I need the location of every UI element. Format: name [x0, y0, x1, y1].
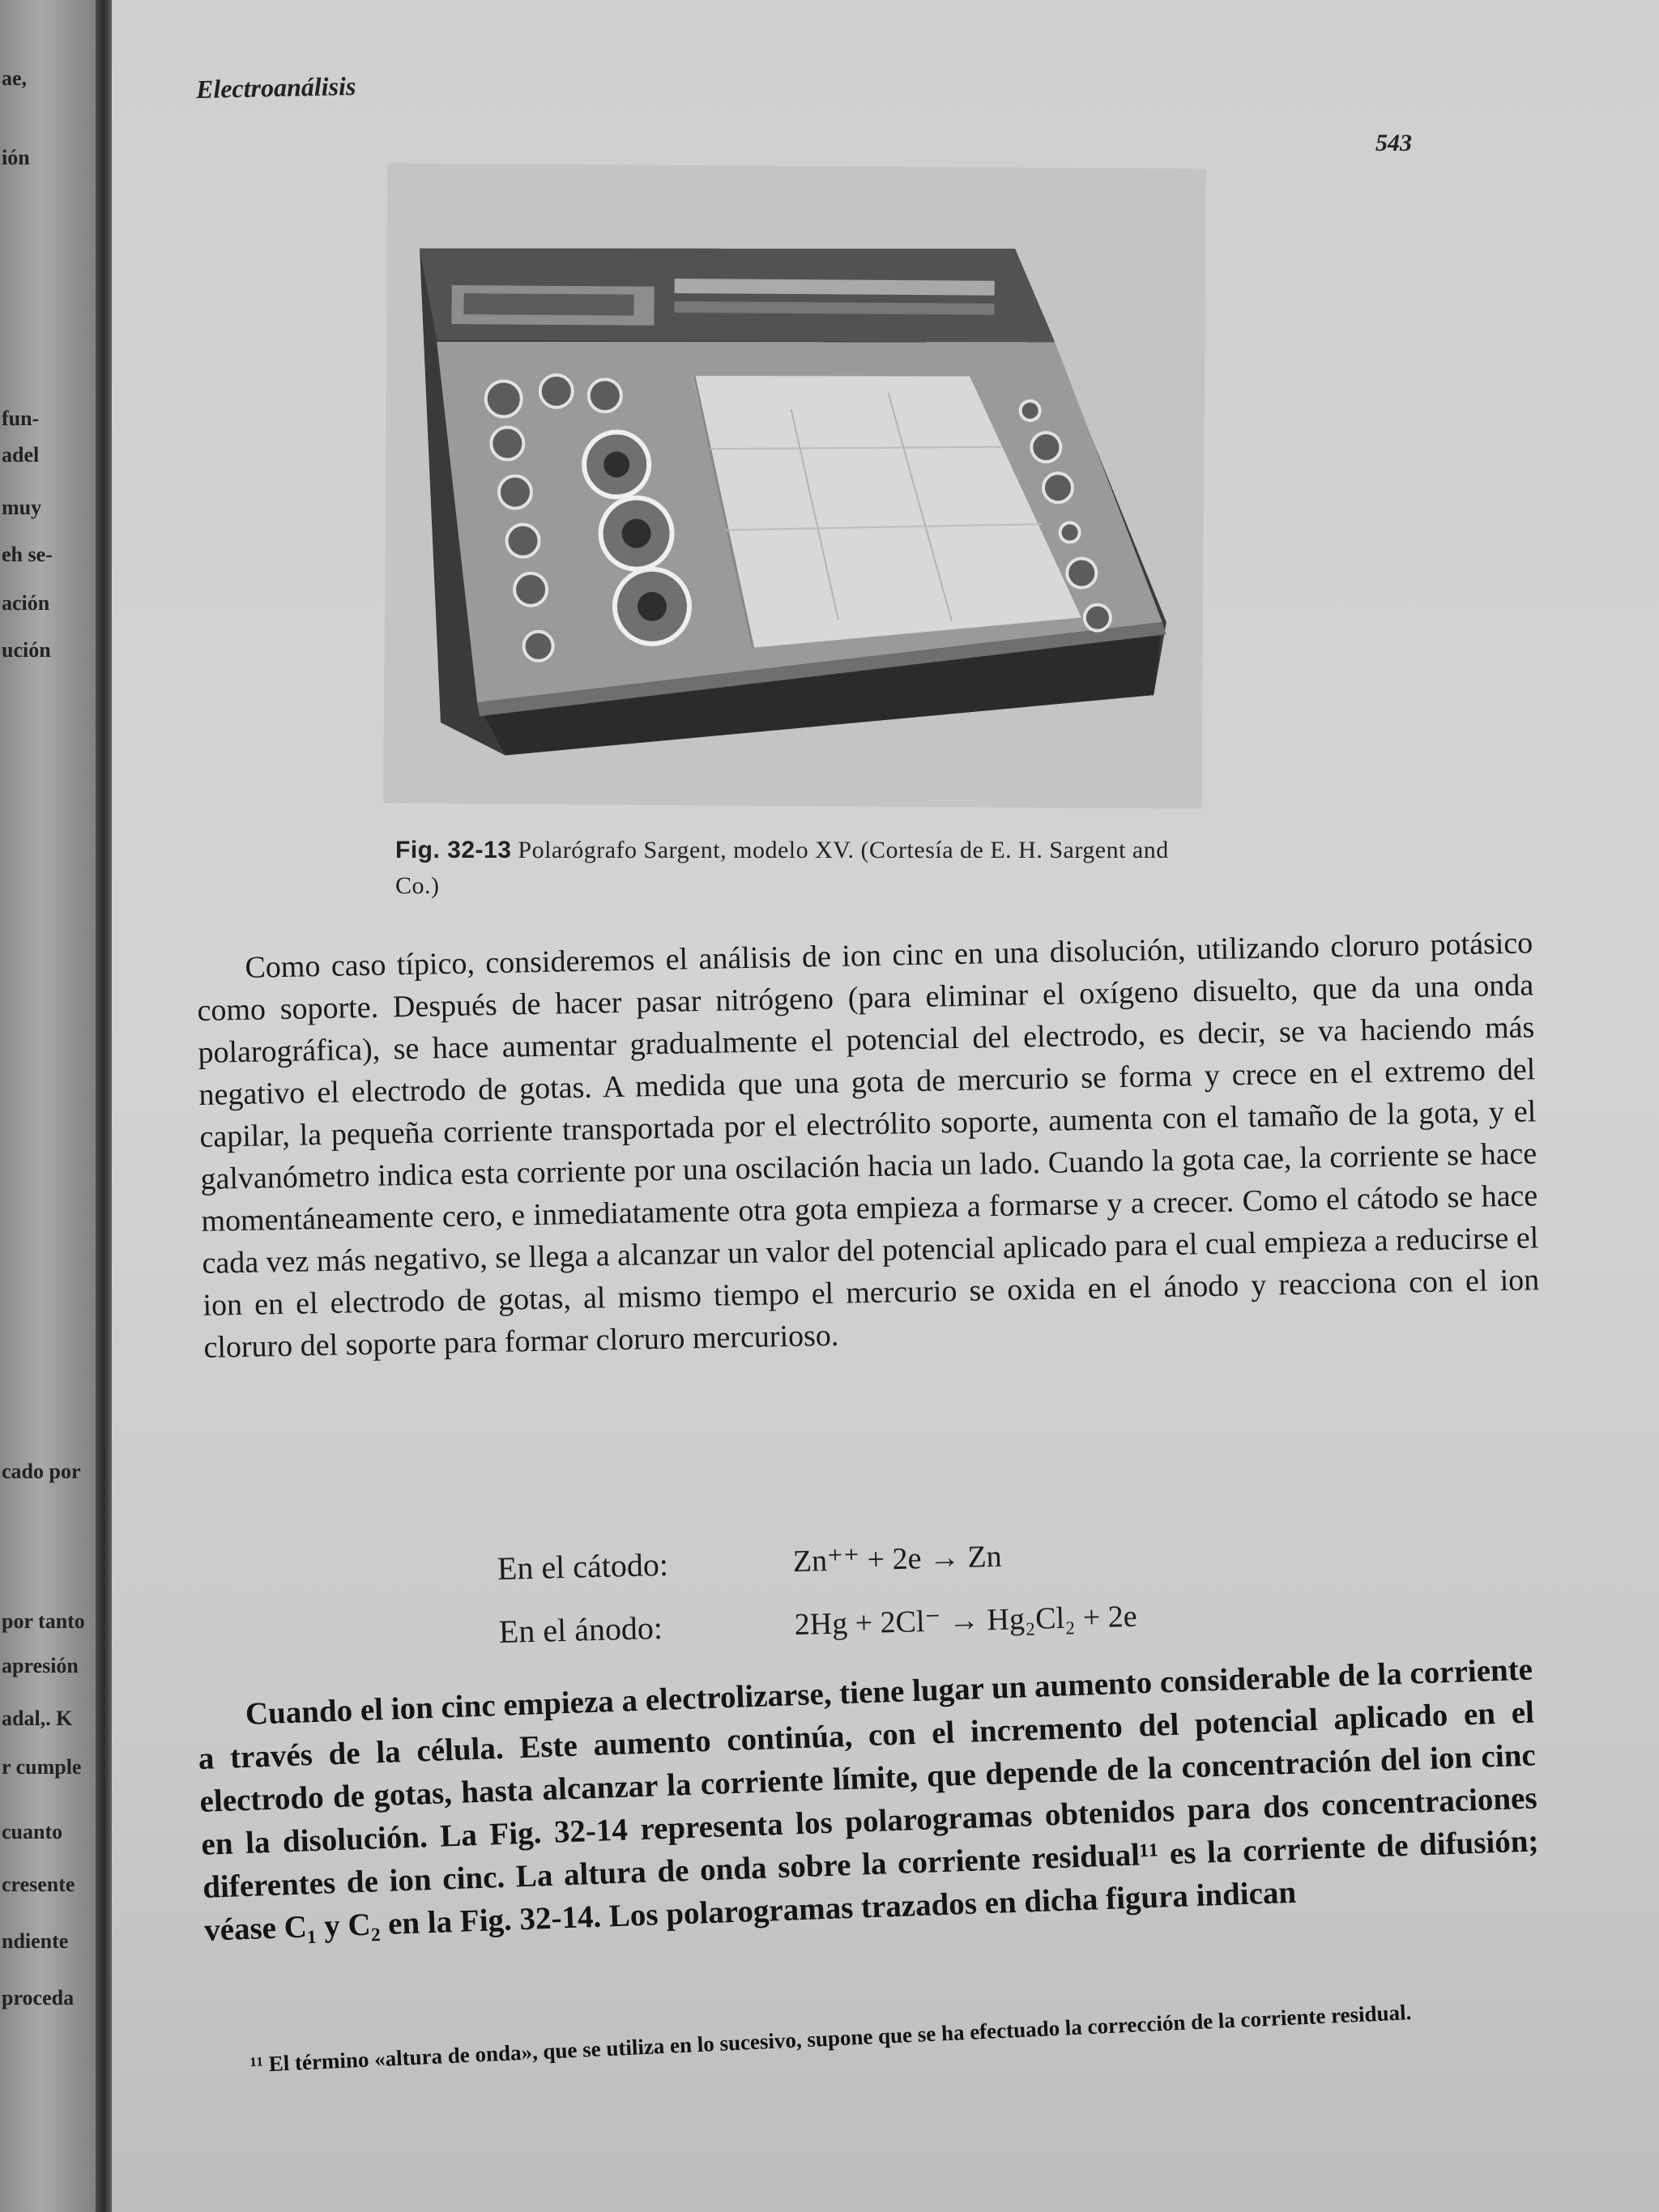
equation-formula: Zn⁺⁺ + 2e → Zn	[792, 1539, 1003, 1579]
left-page-fragment: ación	[2, 591, 50, 615]
footnote	[217, 1990, 1554, 2082]
book-page	[112, 0, 1659, 2212]
polarograph-illustration	[383, 163, 1205, 808]
figure-polarograph-photo	[383, 163, 1205, 808]
figure-caption	[395, 833, 1205, 904]
equation-label: En el cátodo:	[497, 1545, 669, 1587]
paragraph-text: Cuando el ion cinc empieza a electrolizarse, tiene lugar un aumento considerable de la corriente a través de la célula. Este aumento continúa, con el incremento del potencial aplicado en el electrodo de gotas, hasta alcanzar la corriente límite, que depende de la concentración del ion cinc en la disolución. La Fig. 32-14 representa los polarogramas obtenidos para dos concentraciones diferentes de ion cinc. La altura de onda sobre la corriente residual¹¹ es la corriente de difusión; véase C₁ y C₂ en la Fig. 32-14. Los polarogramas trazados en dicha figura indican	[198, 1652, 1540, 1948]
paragraph-2	[196, 1647, 1541, 1951]
equation-label: En el ánodo:	[498, 1609, 663, 1650]
left-page-fragment: muy	[2, 496, 42, 519]
page-number: 543	[1375, 130, 1412, 156]
figure-caption-text: Polarógrafo Sargent, modelo XV. (Cortesía de E. H. Sargent and Co.)	[395, 837, 1169, 899]
left-page-fragment: eh se-	[2, 543, 53, 566]
left-page-fragment: ndiente	[2, 1929, 69, 1953]
left-page-fragment: ución	[2, 638, 51, 662]
paragraph-1	[196, 922, 1541, 1369]
left-page-fragment: cuanto	[2, 1820, 63, 1843]
running-head: Electroanálisis	[195, 70, 356, 104]
left-page-fragment: adel	[2, 443, 40, 467]
left-page-fragment: cado por	[2, 1460, 81, 1483]
left-page-fragment: cresente	[2, 1873, 75, 1896]
footnote-text: ¹¹ El término «altura de onda», que se utiliza en lo sucesivo, supone que se ha efectuado la corrección de la corriente residual.	[249, 2000, 1412, 2078]
book-gutter	[96, 0, 113, 2212]
left-page-fragment: apresión	[2, 1654, 79, 1677]
left-page-fragment: adal,. K	[2, 1707, 73, 1730]
figure-caption-label: Fig. 32-13	[395, 837, 512, 863]
left-page-fragment: por tanto	[2, 1609, 85, 1633]
equation-formula: 2Hg + 2Cl⁻ → Hg₂Cl₂ + 2e	[794, 1599, 1138, 1643]
left-page-fragment: r cumple	[2, 1755, 82, 1779]
left-page-fragment: fun-	[2, 407, 40, 430]
left-page-fragment: proceda	[2, 1986, 75, 2010]
left-page-edge	[0, 0, 104, 2212]
left-page-fragment: ión	[2, 146, 30, 169]
left-page-fragment: ae,	[2, 66, 28, 90]
reaction-equations	[497, 1518, 1310, 1664]
paragraph-text: Como caso típico, consideremos el análisis de ion cinc en una disolución, utilizando cloruro potásico como soporte. Después de hacer pasar nitrógeno (para eliminar el oxígeno disuelto, que da una onda polarográfica), se hace aumentar gradualmente el potencial del electrodo, es decir, se va haciendo más negativo el electrodo de gotas. A medida que una gota de mercurio se forma y crece en el extremo del capilar, la pequeña corriente transportada por el electrólito soporte, aumenta con el tamaño de la gota, y el galvanómetro indica esta corriente por una oscilación hacia un lado. Cuando la gota cae, la corriente se hace momentáneamente cero, e inmediatamente otra gota empieza a formarse y a crecer. Como el cátodo se hace cada vez más negativo, se llega a alcanzar un valor del potencial aplicado para el cual empieza a reducirse el ion en el electrodo de gotas, al mismo tiempo el mercurio se oxida en el ánodo y reacciona con el ion cloruro del soporte para formar cloruro mercurioso.	[197, 926, 1540, 1365]
